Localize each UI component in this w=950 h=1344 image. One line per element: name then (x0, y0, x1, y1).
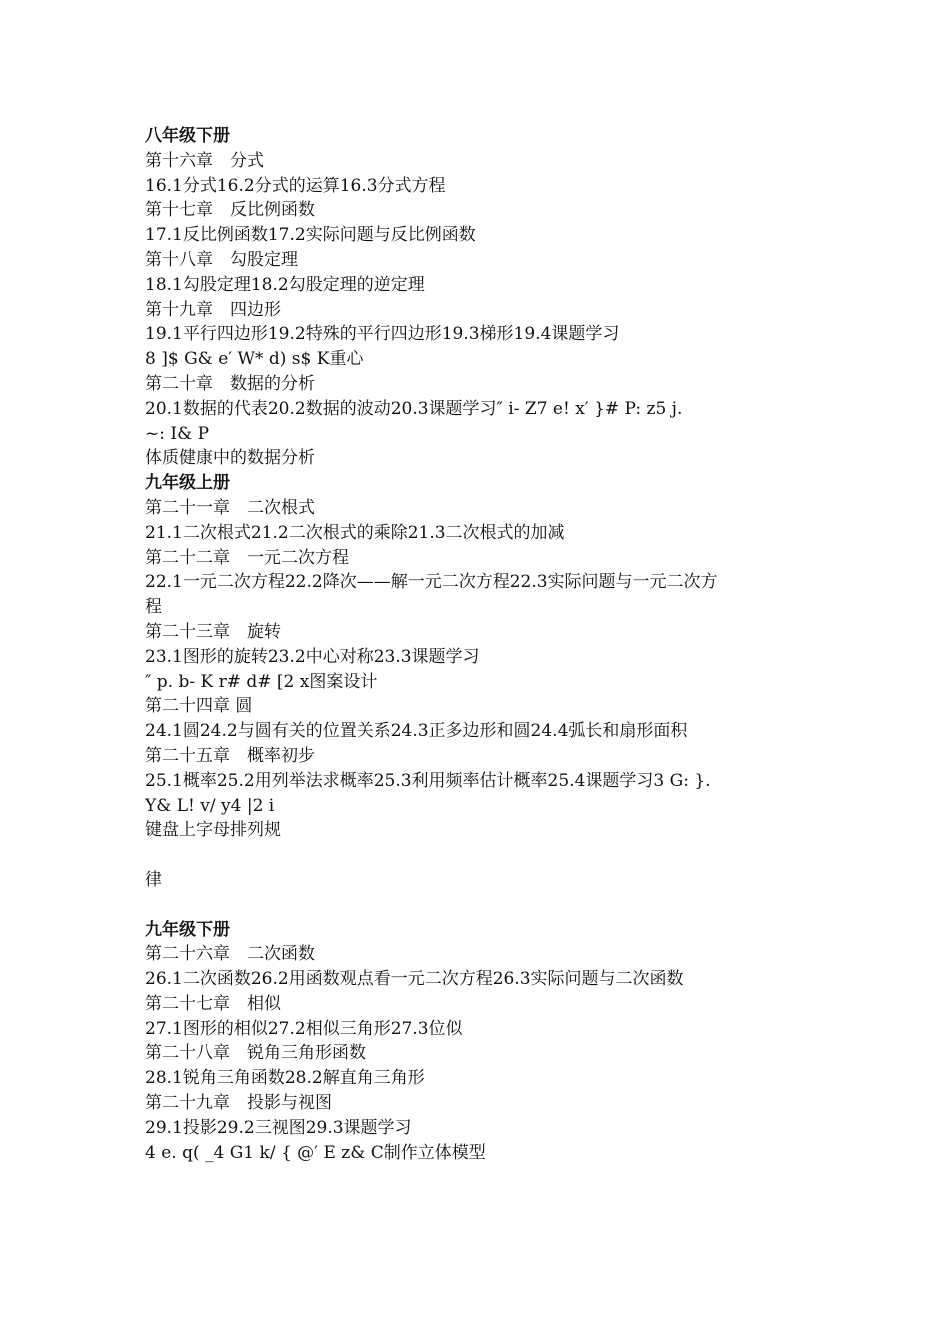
chapter-title: 第二十二章 一元二次方程 (145, 547, 349, 568)
section-list: 17.1反比例函数17.2实际问题与反比例函数 (145, 225, 476, 246)
section-list: 24.1圆24.2与圆有关的位置关系24.3正多边形和圆24.4弧长和扇形面积 (145, 721, 688, 742)
section-list: 25.1概率25.2用列举法求概率25.3利用频率估计概率25.4课题学习3 G: }. (145, 770, 711, 791)
document-page (145, 124, 825, 1165)
blank-line (145, 893, 825, 918)
chapter-title: 第十六章 分式 (145, 150, 264, 171)
chapter-title: 第二十七章 相似 (145, 993, 281, 1014)
section-list: 21.1二次根式21.2二次根式的乘除21.3二次根式的加减 (145, 522, 565, 543)
section-list: 26.1二次函数26.2用函数观点看一元二次方程26.3实际问题与二次函数 (145, 969, 684, 990)
section-list: 18.1勾股定理18.2勾股定理的逆定理 (145, 274, 425, 295)
section-heading: 九年级上册 (145, 473, 230, 494)
text-line: ″ p. b- K r# d# [2 x图案设计 (145, 671, 378, 692)
section-heading: 八年级下册 (145, 126, 230, 146)
chapter-title: 第十七章 反比例函数 (145, 200, 315, 221)
chapter-title: 第二十三章 旋转 (145, 621, 281, 642)
chapter-title: 第二十五章 概率初步 (145, 745, 315, 766)
section-list: 29.1投影29.2三视图29.3课题学习 (145, 1117, 412, 1138)
text-line: ~: I& P (145, 423, 210, 444)
text-line: 程 (145, 597, 162, 618)
chapter-title: 第十九章 四边形 (145, 299, 281, 320)
text-line: 8 ]$ G& e′ W* d) s$ K重心 (145, 349, 364, 370)
text-line: 键盘上字母排列规 (145, 820, 281, 841)
chapter-title: 第二十九章 投影与视图 (145, 1093, 332, 1114)
chapter-title: 第二十四章 圆 (145, 696, 253, 717)
section-list: 23.1图形的旋转23.2中心对称23.3课题学习 (145, 646, 480, 667)
chapter-title: 第二十八章 锐角三角形函数 (145, 1043, 366, 1064)
section-list: 19.1平行四边形19.2特殊的平行四边形19.3梯形19.4课题学习 (145, 324, 620, 345)
text-line: 律 (145, 869, 162, 890)
section-list: 22.1一元二次方程22.2降次——解一元二次方程22.3实际问题与一元二次方 (145, 572, 718, 593)
text-line: 4 e. q( _4 G1 k/ { @′ E z& C制作立体模型 (145, 1142, 486, 1163)
section-list: 16.1分式16.2分式的运算16.3分式方程 (145, 175, 446, 196)
chapter-title: 第十八章 勾股定理 (145, 249, 298, 270)
chapter-title: 第二十章 数据的分析 (145, 373, 315, 394)
blank-line (145, 843, 825, 868)
text-line: Y& L! v/ y4 |2 i (145, 795, 275, 816)
section-list: 28.1锐角三角函数28.2解直角三角形 (145, 1068, 425, 1089)
chapter-title: 第二十一章 二次根式 (145, 497, 315, 518)
section-list: 27.1图形的相似27.2相似三角形27.3位似 (145, 1018, 463, 1039)
chapter-title: 第二十六章 二次函数 (145, 944, 315, 965)
section-heading: 九年级下册 (145, 919, 230, 940)
section-list: 20.1数据的代表20.2数据的波动20.3课题学习″ i- Z7 e! x′ }# P: z5 j. (145, 398, 683, 419)
text-line: 体质健康中的数据分析 (145, 448, 315, 469)
